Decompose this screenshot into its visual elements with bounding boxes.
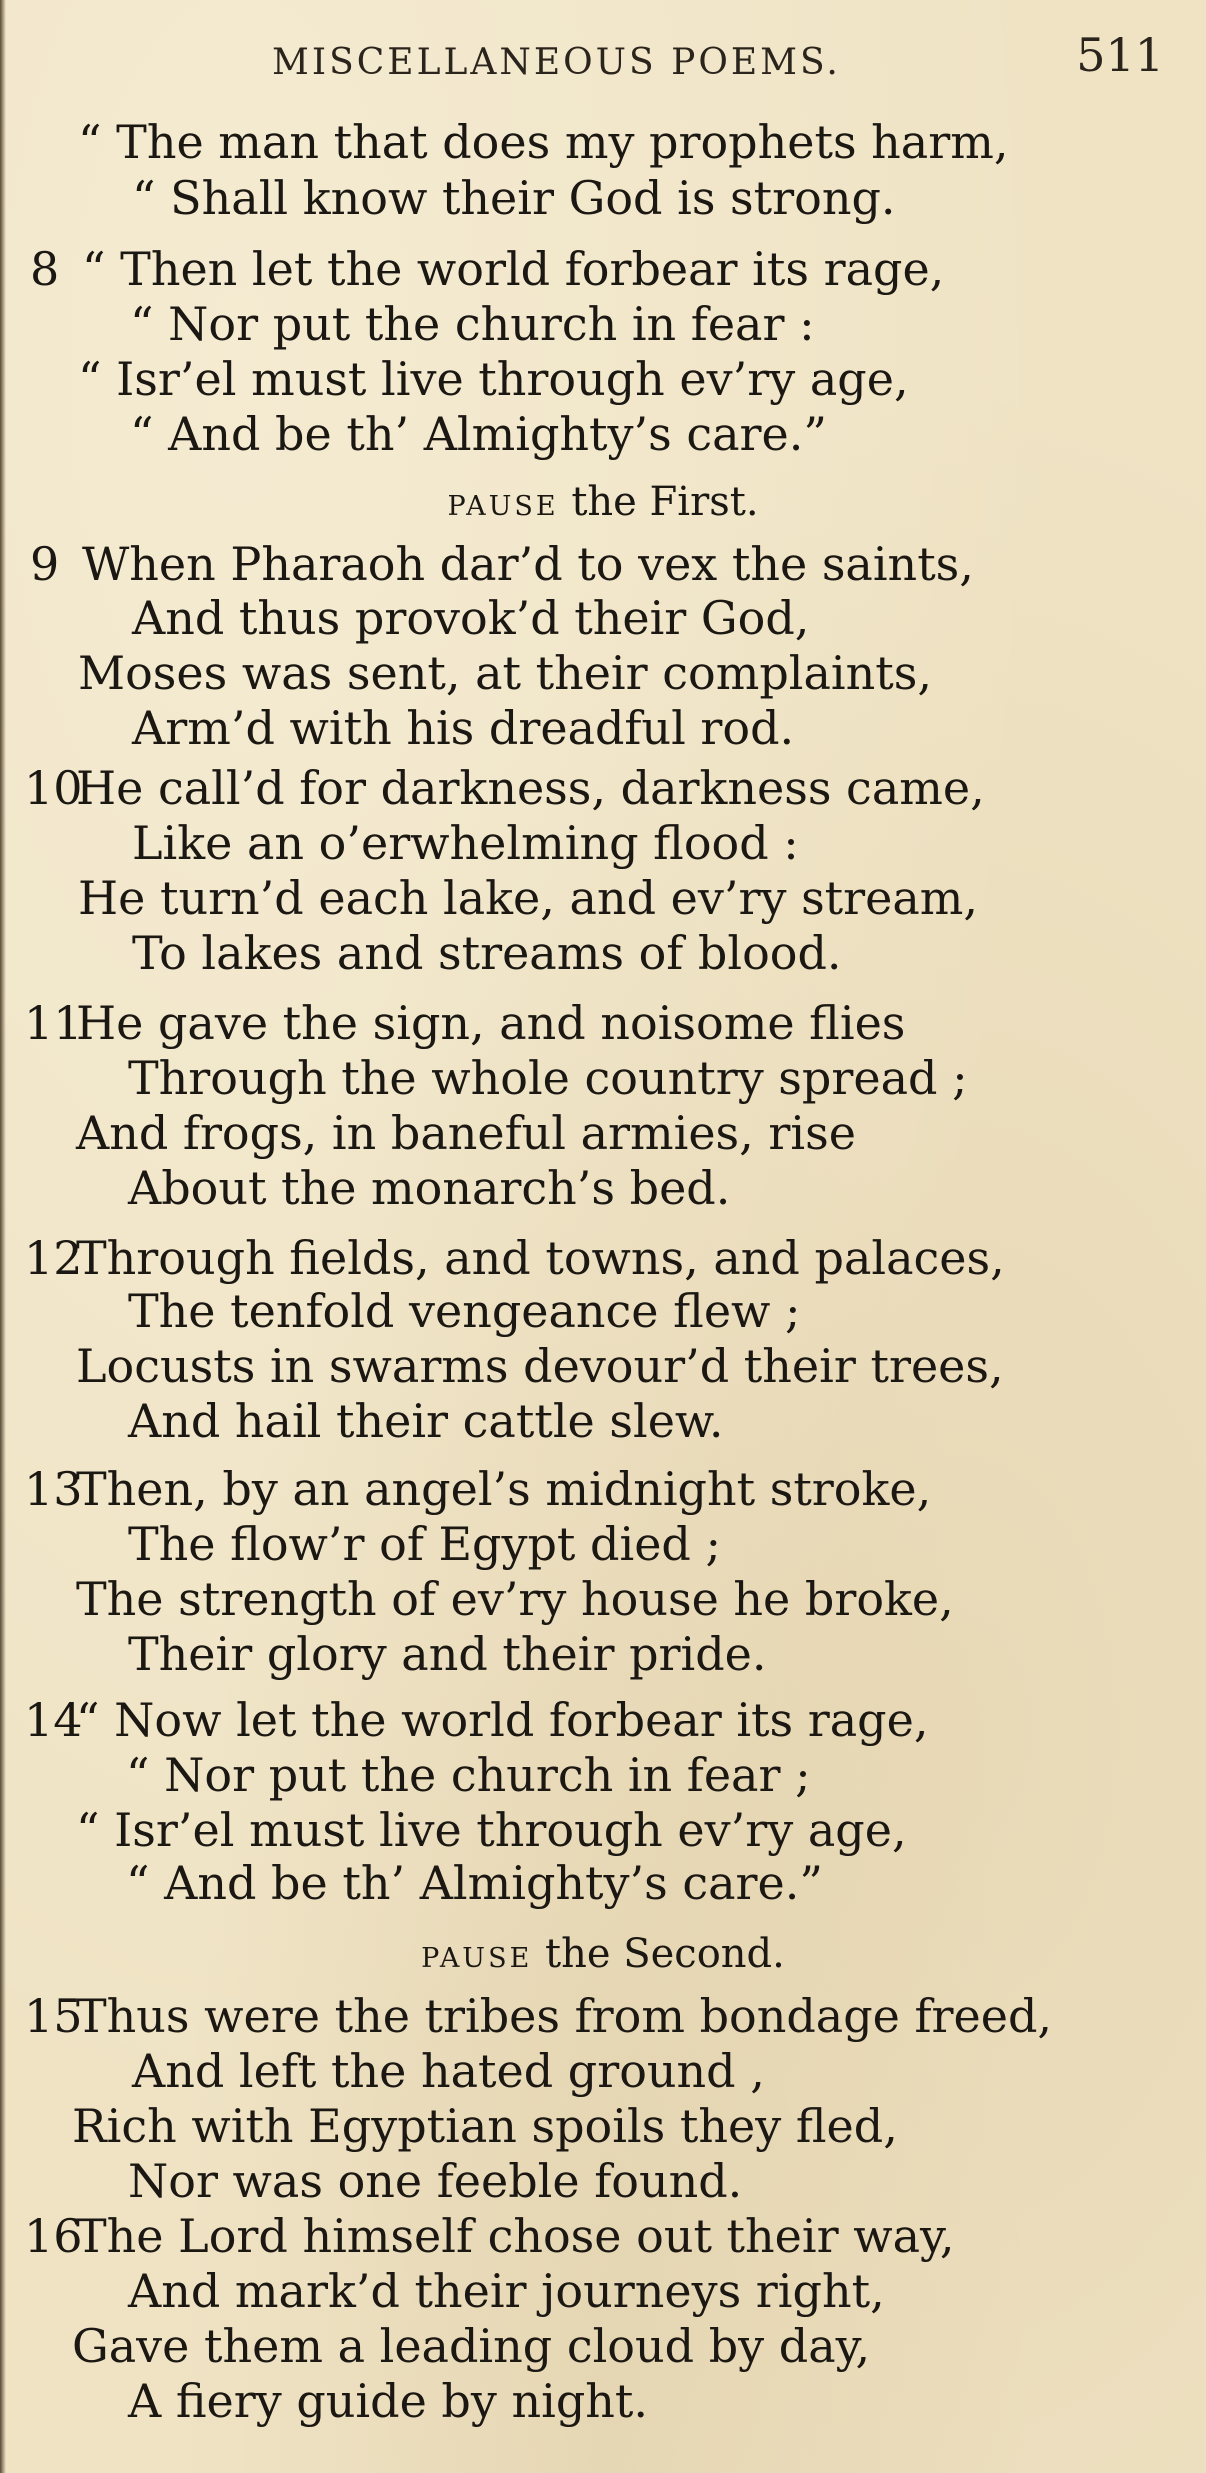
stanza-12-first-line: [24, 1232, 1005, 1284]
pause-heading-first: [0, 477, 1206, 527]
verse-line: The Lord himself chose out their way,: [76, 2209, 955, 2263]
verse-line: Moses was sent, at their complaints,: [78, 646, 932, 700]
verse-line: Then, by an angel’s midnight stroke,: [76, 1462, 932, 1516]
stanza-10-first-line: [24, 762, 985, 814]
stanza-number: 11: [24, 996, 83, 1050]
verse-line: The strength of ev’ry house he broke,: [76, 1572, 954, 1626]
pause-word: pause: [447, 480, 559, 524]
pause-rest: the First.: [571, 479, 759, 525]
stanza-number: 12: [24, 1231, 83, 1285]
verse-line: “ Now let the world forbear its rage,: [76, 1693, 929, 1747]
running-head-title: MISCELLANEOUS POEMS.: [272, 42, 841, 83]
stanza-number: 15: [24, 1989, 83, 2043]
verse-line: “ The man that does my prophets harm,: [78, 115, 1009, 169]
verse-line: “ Isr’el must live through ev’ry age,: [76, 1803, 907, 1857]
pause-word: pause: [421, 1932, 533, 1976]
stanza-15-first-line: [24, 1990, 1052, 2042]
verse-line: “ Shall know their God is strong.: [132, 171, 896, 225]
verse-line: And frogs, in baneful armies, rise: [76, 1106, 856, 1160]
verse-line: Arm’d with his dreadful rod.: [132, 701, 795, 755]
verse-line: To lakes and streams of blood.: [132, 926, 842, 980]
stanza-number: 14: [24, 1693, 83, 1747]
stanza-number: 8: [30, 242, 60, 296]
verse-line: And left the hated ground ,: [132, 2044, 765, 2098]
verse-line: Through fields, and towns, and palaces,: [76, 1231, 1005, 1285]
verse-line: And mark’d their journeys right,: [128, 2264, 885, 2318]
verse-line: Through the whole country spread ;: [128, 1051, 968, 1105]
verse-line: Like an o’erwhelming flood :: [132, 816, 799, 870]
stanza-14-first-line: [24, 1694, 928, 1746]
verse-line: “ Isr’el must live through ev’ry age,: [78, 352, 909, 406]
verse-line: The flow’r of Egypt died ;: [128, 1517, 721, 1571]
verse-line: A fiery guide by night.: [128, 2374, 648, 2428]
stanza-11-first-line: [24, 997, 905, 1049]
page-number: 511: [1076, 28, 1164, 82]
verse-line: He gave the sign, and noisome flies: [76, 996, 906, 1050]
stanza-16-first-line: [24, 2210, 955, 2262]
verse-line: Their glory and their pride.: [128, 1627, 767, 1681]
verse-line: Locusts in swarms devour’d their trees,: [76, 1339, 1004, 1393]
verse-line: When Pharaoh dar’d to vex the saints,: [82, 537, 974, 591]
verse-line: “ Then let the world forbear its rage,: [82, 242, 945, 296]
stanza-number: 9: [30, 537, 60, 591]
stanza-9-first-line: [30, 538, 974, 590]
stanza-number: 10: [24, 761, 83, 815]
running-head: [0, 28, 1206, 98]
verse-line: “ And be th’ Almighty’s care.”: [130, 407, 827, 461]
stanza-number: 16: [24, 2209, 83, 2263]
verse-line: Rich with Egyptian spoils they fled,: [72, 2099, 898, 2153]
binding-edge: [0, 0, 6, 2473]
verse-line: “ And be th’ Almighty’s care.”: [126, 1856, 823, 1910]
verse-line: About the monarch’s bed.: [128, 1161, 731, 1215]
verse-line: Nor was one feeble found.: [128, 2154, 743, 2208]
stanza-8-first-line: [30, 243, 944, 295]
verse-line: Gave them a leading cloud by day,: [72, 2319, 871, 2373]
verse-line: He turn’d each lake, and ev’ry stream,: [78, 871, 979, 925]
pause-heading-second: [0, 1929, 1206, 1979]
stanza-13-first-line: [24, 1463, 931, 1515]
verse-line: “ Nor put the church in fear :: [130, 297, 815, 351]
verse-line: Thus were the tribes from bondage freed,: [76, 1989, 1053, 2043]
pause-rest: the Second.: [545, 1931, 785, 1977]
stanza-number: 13: [24, 1462, 83, 1516]
verse-line: And hail their cattle slew.: [128, 1394, 724, 1448]
verse-line: The tenfold vengeance flew ;: [128, 1284, 801, 1338]
verse-line: And thus provok’d their God,: [132, 591, 810, 645]
verse-line: He call’d for darkness, darkness came,: [76, 761, 985, 815]
verse-line: “ Nor put the church in fear ;: [126, 1748, 811, 1802]
